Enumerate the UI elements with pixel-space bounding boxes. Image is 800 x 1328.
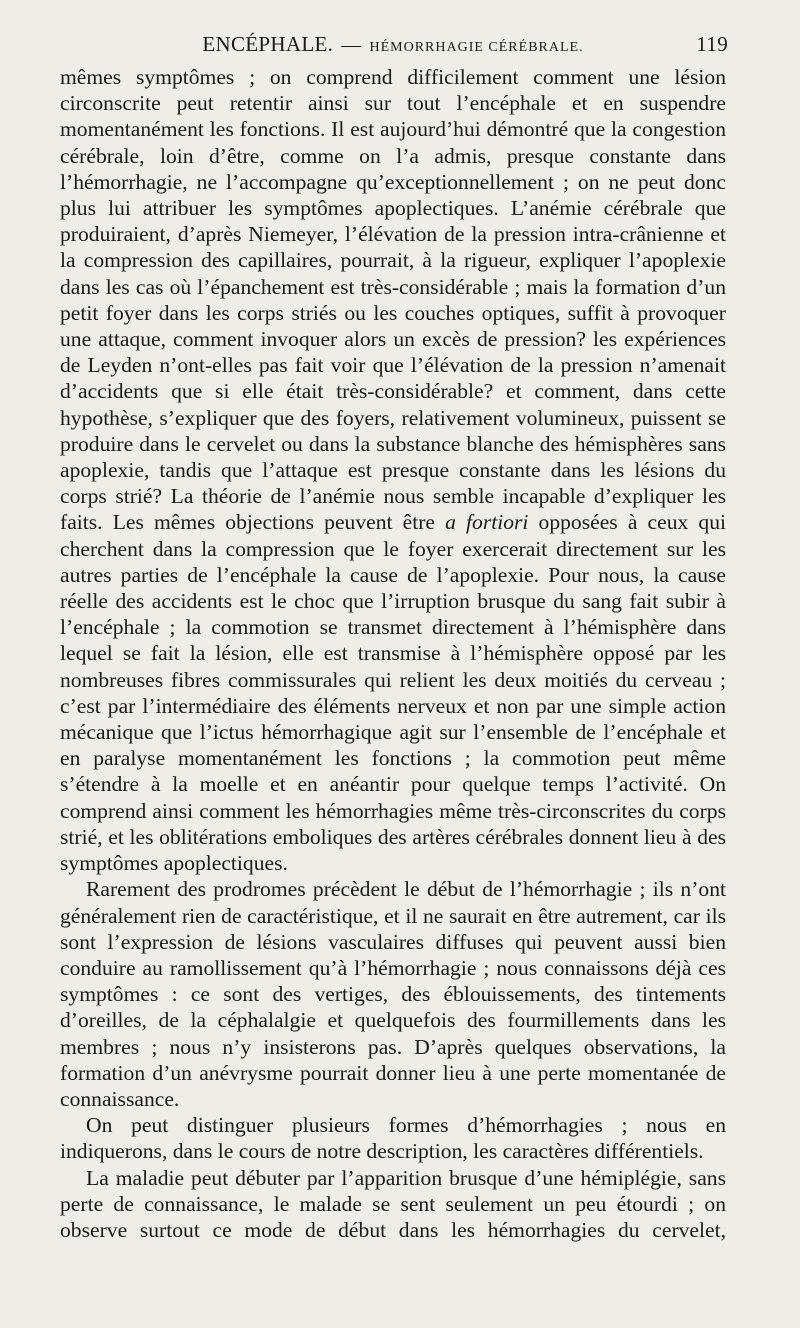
paragraph-3: On peut distinguer plusieurs formes d’hémorrhagies ; nous en indiquerons, dans le cours de notre description, les caractères différentiels.	[60, 1113, 726, 1164]
paragraph-1-part-2: opposées à ceux qui cherchent dans la compression que le foyer exercerait directement sur les autres parties de l’encéphale la cause de l’apoplexie. Pour nous, la cause réelle des accidents est le choc que l’irruption brusque du sang fait subir à l’encéphale ; la commotion se transmet directement à l’hémisphère dans lequel se fait la lésion, elle est transmise à l’hémisphère opposé par les nombreuses fibres commissurales qui relient les deux moitiés du cerveau ; c’est par l’intermédiaire des éléments nerveux et non par une simple action mécanique que l’ictus hémorrhagique agit sur l’ensemble de l’encéphale et en paralyse momentanément les fonctions ; la commotion peut même s’étendre à la moelle et en anéantir pour quelque temps l’activité. On comprend ainsi comment les hémorrhagies même très-circonscrites du corps strié, et les oblitérations emboliques des artères cérébrales donnent lieu à des symptômes apoplectiques.	[60, 510, 726, 876]
italic-phrase: a fortiori	[445, 510, 529, 535]
paragraph-1	[60, 64, 726, 876]
paragraph-4: La maladie peut débuter par l’apparition brusque d’une hémiplégie, sans perte de connaissance, le malade se sent seulement un peu étourdi ; on observe surtout ce mode de début dans les hémorrhagies du cervelet,	[60, 1165, 726, 1242]
body-text	[60, 64, 726, 1243]
page-number: 119	[696, 32, 728, 56]
running-title	[60, 32, 726, 57]
section-subtitle: HÉMORRHAGIE CÉRÉBRALE.	[369, 40, 584, 55]
header-dash: —	[341, 34, 362, 56]
section-title: ENCÉPHALE.	[202, 32, 334, 56]
paragraph-1-part-1: mêmes symptômes ; on comprend difficilement comment une lésion circonscrite peut retentir ainsi sur tout l’encéphale et en suspendre momentanément les fonctions. Il est aujourd’hui démontré que la congestion cérébrale, loin d’être, comme on l’a admis, presque constante dans l’hémorrhagie, ne l’accompagne qu’exceptionnellement ; on ne peut donc plus lui attribuer les symptômes apoplectiques. L’anémie cérébrale que produiraient, d’après Niemeyer, l’élévation de la pression intra-crânienne et la compression des capillaires, pourrait, à la rigueur, expliquer l’apoplexie dans les cas où l’épanchement est très-considérable ; mais la formation d’un petit foyer dans les corps striés ou les couches optiques, suffit à provoquer une attaque, comment invoquer alors un excès de pression? les expériences de Leyden n’ont-elles pas fait voir que l’élévation de la pression n’amenait d’accidents que si elle était très-considérable? et comment, dans cette hypothèse, s’expliquer que des foyers, relativement volumineux, puissent se produire dans le cervelet ou dans la substance blanche des hémisphères sans apoplexie, tandis que l’attaque est presque constante dans les lésions du corps strié? La théorie de l’anémie nous semble incapable d’expliquer les faits. Les mêmes objections peuvent être	[60, 65, 726, 535]
paragraph-2: Rarement des prodromes précèdent le début de l’hémorrhagie ; ils n’ont généralement rien de caractéristique, et il ne saurait en être autrement, car ils sont l’expression de lésions vasculaires diffuses qui peuvent aussi bien conduire au ramollissement qu’à l’hémorrhagie ; nous connaissons déjà ces symptômes : ce sont des vertiges, des éblouissements, des tintements d’oreilles, de la céphalalgie et quelquefois des fourmillements dans les membres ; nous n’y insisterons pas. D’après quelques observations, la formation d’un anévrysme pourrait donner lieu à une perte momentanée de connaissance.	[60, 877, 726, 1111]
running-head	[60, 28, 726, 64]
